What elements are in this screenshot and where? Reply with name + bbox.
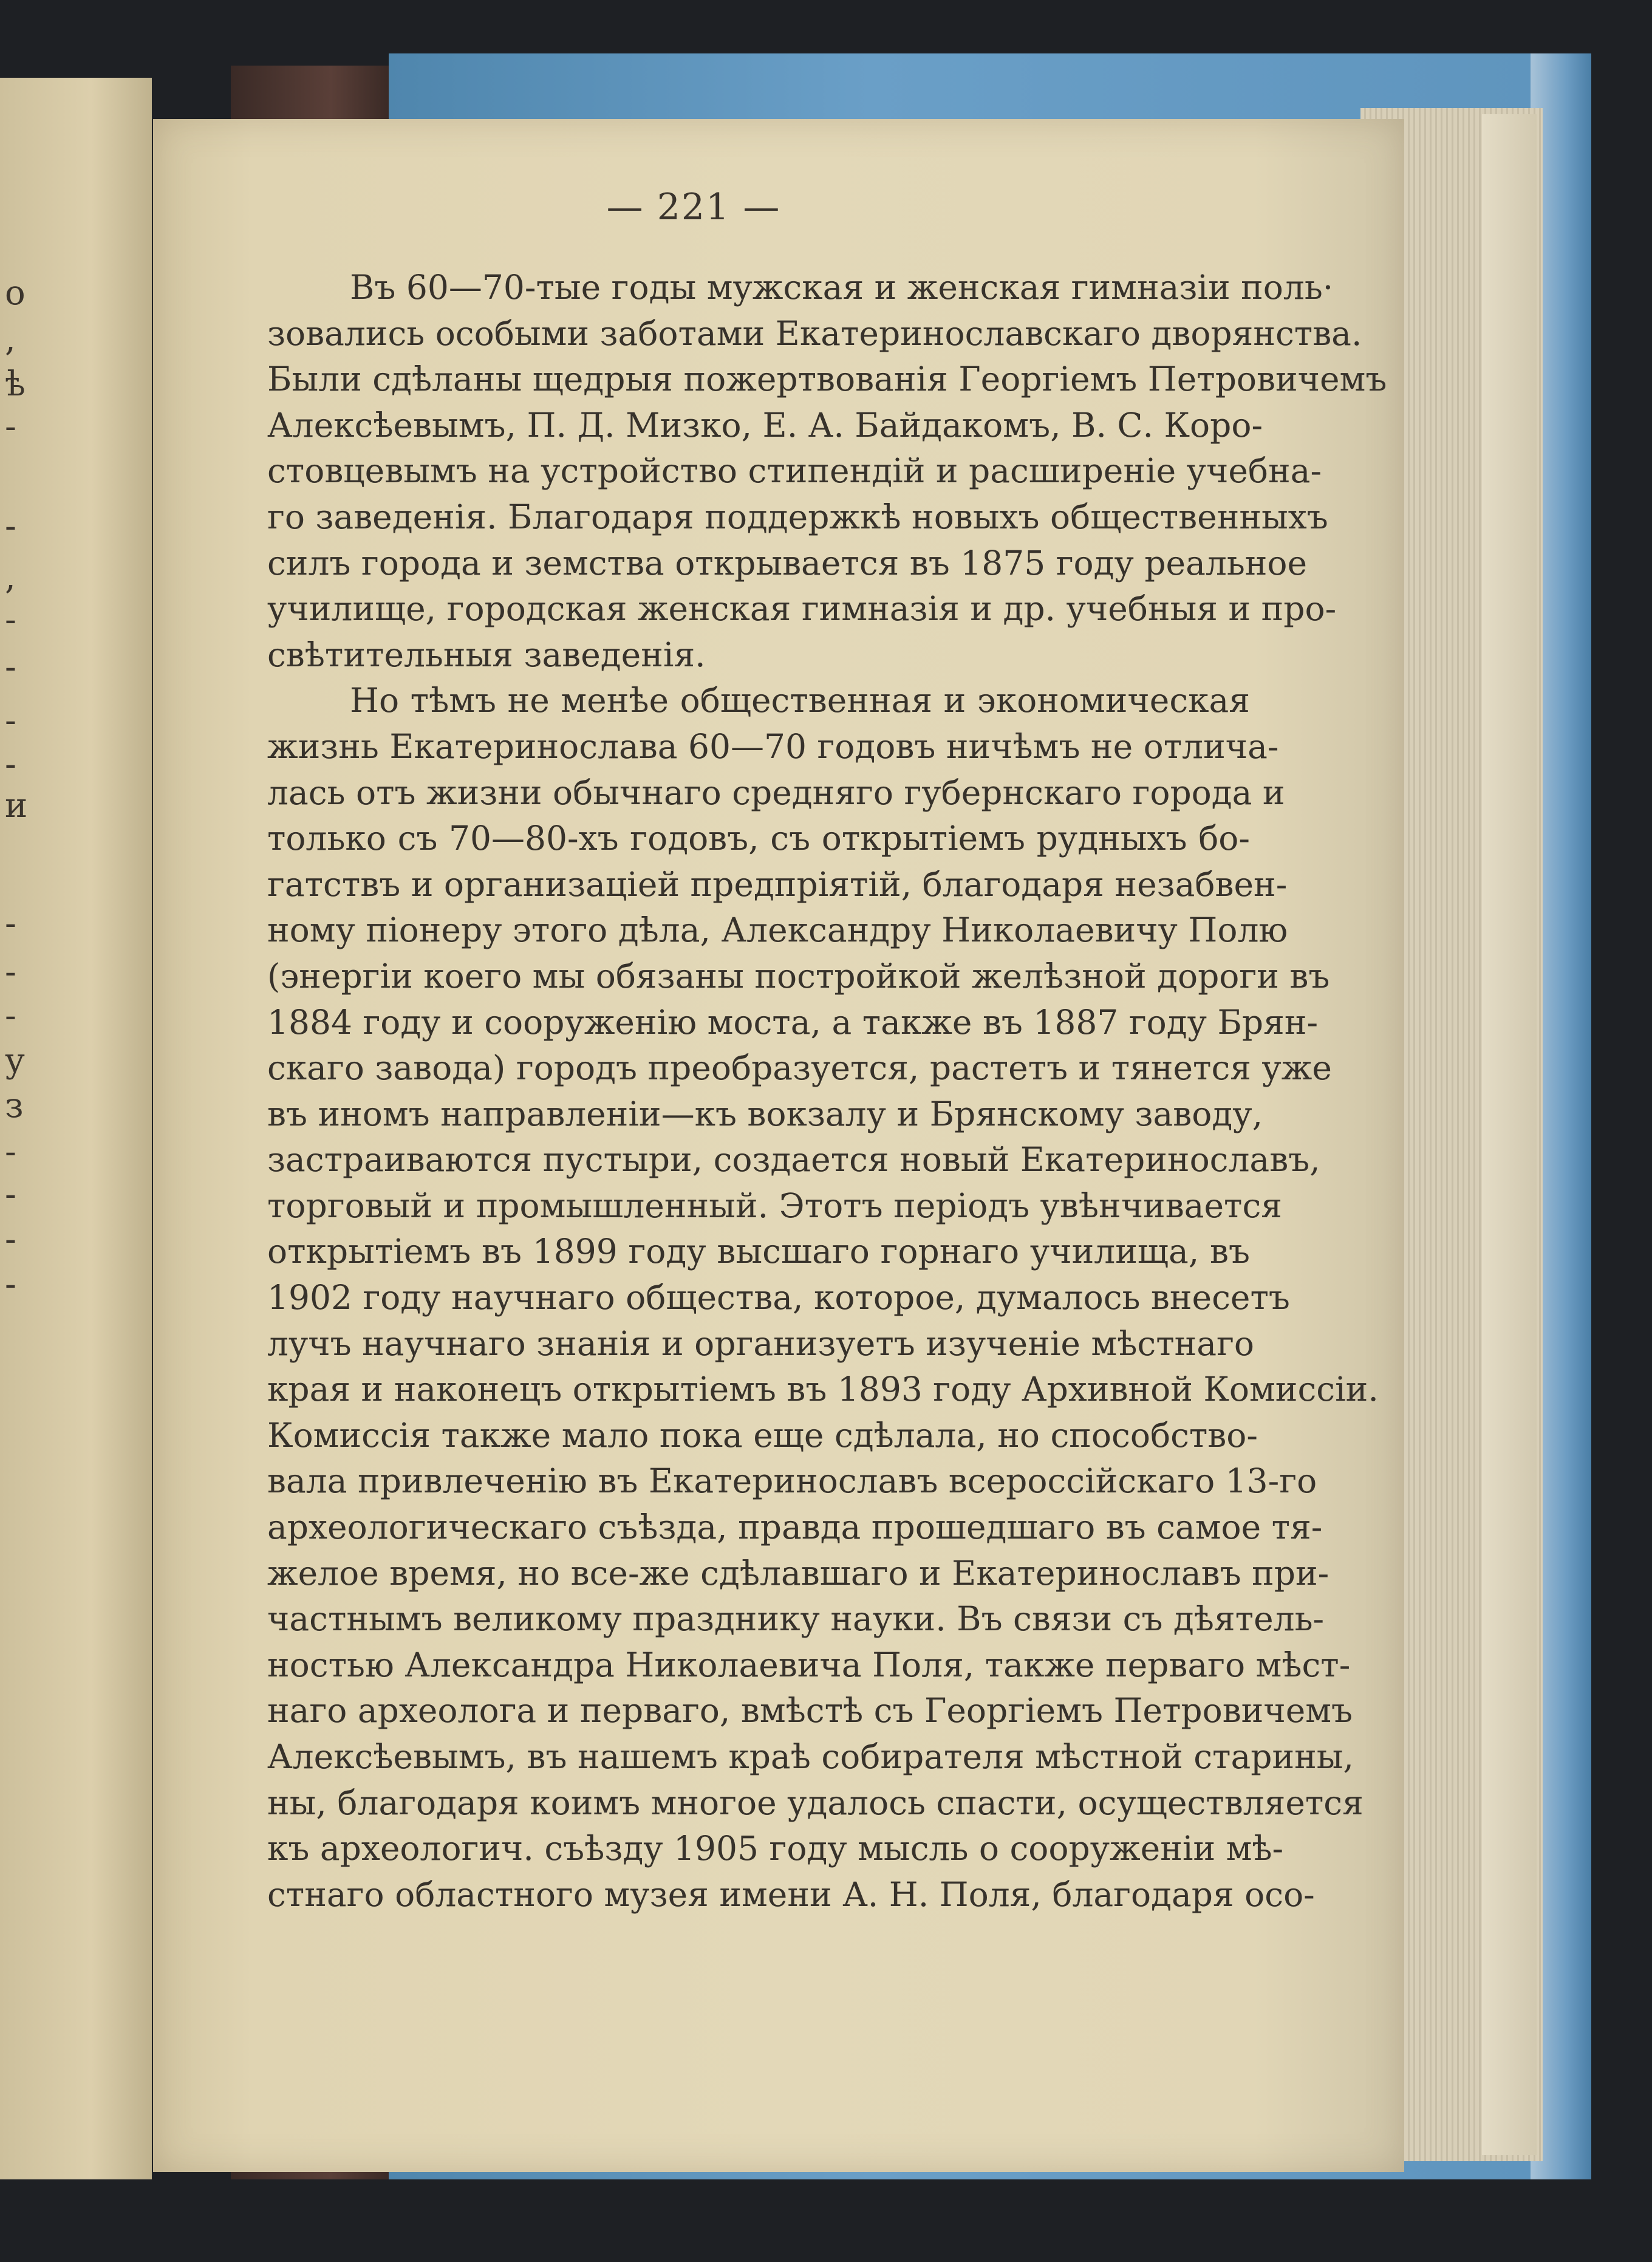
text-line: лучъ научнаго знанія и организуетъ изученіе мѣстнаго (267, 1324, 1254, 1363)
margin-char: - (5, 1220, 16, 1259)
text-line: ностью Александра Николаевича Поля, также перваго мѣст- (267, 1645, 1351, 1684)
text-line: (энергіи коего мы обязаны постройкой желѣзной дороги въ (267, 956, 1330, 996)
text-line: гатствъ и организаціей предпріятій, благодаря незабвен- (267, 864, 1288, 904)
margin-char: - (5, 648, 16, 687)
margin-char: з (5, 1086, 24, 1126)
margin-char: - (5, 996, 16, 1036)
book-page (153, 119, 1404, 2172)
text-line: свѣтительныя заведенія. (267, 635, 706, 674)
margin-char: , (5, 558, 16, 597)
text-line: только съ 70—80-хъ годовъ, съ открытіемъ рудныхъ бо- (267, 819, 1250, 858)
margin-char: у (5, 1041, 25, 1081)
text-line: 1884 году и сооруженію моста, а также въ 1887 году Брян- (267, 1002, 1319, 1042)
margin-char: о (5, 273, 26, 313)
text-line: стовцевымъ на устройство стипендій и расширеніе учебна- (267, 451, 1322, 491)
page-text (267, 265, 1409, 1918)
text-line: наго археолога и перваго, вмѣстѣ съ Георгіемъ Петровичемъ (267, 1691, 1353, 1731)
text-line: частнымъ великому празднику науки. Въ связи съ дѣятель- (267, 1599, 1325, 1639)
text-line: Въ 60—70-тые годы мужская и женская гимназіи поль· (350, 268, 1334, 307)
text-line: вала привлеченію въ Екатеринославъ всероссійскаго 13-го (267, 1461, 1317, 1501)
text-line: жизнь Екатеринослава 60—70 годовъ ничѣмъ не отлича- (267, 726, 1279, 766)
text-line: открытіемъ въ 1899 году высшаго горнаго училища, въ (267, 1232, 1250, 1271)
text-line: Но тѣмъ не менѣе общественная и экономическая (350, 681, 1250, 720)
text-line: Комиссія также мало пока еще сдѣлала, но способство- (267, 1415, 1258, 1455)
margin-char: и (5, 786, 28, 825)
margin-char: - (5, 1265, 16, 1304)
page-edges-outer (1482, 114, 1537, 2155)
margin-char: - (5, 507, 16, 546)
text-line: застраиваются пустыри, создается новый Екатеринославъ, (267, 1140, 1320, 1180)
margin-char: - (5, 600, 16, 640)
previous-page-fragment (0, 78, 152, 2179)
margin-char: - (5, 1175, 16, 1214)
text-line: 1902 году научнаго общества, которое, думалось внесетъ (267, 1278, 1290, 1317)
text-line: стнаго областного музея имени А. Н. Поля, благодаря осо- (267, 1874, 1315, 1914)
text-line: ны, благодаря коимъ многое удалось спасти, осуществляется (267, 1783, 1364, 1822)
text-line: къ археологич. съѣзду 1905 году мысль о сооруженіи мѣ- (267, 1829, 1284, 1868)
text-line: зовались особыми заботами Екатеринославскаго дворянства. (267, 313, 1362, 353)
text-line: археологическаго съѣзда, правда прошедшаго въ самое тя- (267, 1508, 1323, 1547)
text-line: въ иномъ направленіи—къ вокзалу и Брянскому заводу, (267, 1094, 1263, 1133)
margin-char: - (5, 407, 16, 446)
margin-char: , (5, 319, 16, 359)
text-line: Были сдѣланы щедрыя пожертвованія Георгіемъ Петровичемъ (267, 360, 1387, 399)
text-line: желое время, но все-же сдѣлавшаго и Екатеринославъ при- (267, 1553, 1329, 1593)
margin-char: - (5, 952, 16, 992)
text-line: ному піонеру этого дѣла, Александру Николаевичу Полю (267, 911, 1288, 950)
text-line: Алексѣевымъ, П. Д. Мизко, Е. А. Байдакомъ, В. С. Коро- (267, 405, 1263, 445)
text-line: торговый и промышленный. Этотъ періодъ увѣнчивается (267, 1186, 1282, 1225)
margin-char: ѣ (5, 364, 26, 404)
text-line: силъ города и земства открывается въ 1875 году реальное (267, 543, 1308, 583)
text-line: скаго завода) городъ преобразуется, растетъ и тянется уже (267, 1048, 1332, 1088)
text-line: края и наконецъ открытіемъ въ 1893 году Архивной Комиссіи. (267, 1370, 1379, 1409)
text-line: училище, городская женская гимназія и др. учебныя и про- (267, 589, 1337, 629)
margin-char: - (5, 701, 16, 740)
margin-char: - (5, 904, 16, 943)
text-line: го заведенія. Благодаря поддержкѣ новыхъ общественныхъ (267, 497, 1328, 536)
text-line: Алексѣевымъ, въ нашемъ краѣ собирателя мѣстной старины, (267, 1737, 1354, 1776)
margin-char: - (5, 745, 16, 784)
page-number: — 221 — (606, 186, 781, 228)
margin-char: - (5, 1132, 16, 1172)
text-line: лась отъ жизни обычнаго средняго губернскаго города и (267, 773, 1285, 812)
